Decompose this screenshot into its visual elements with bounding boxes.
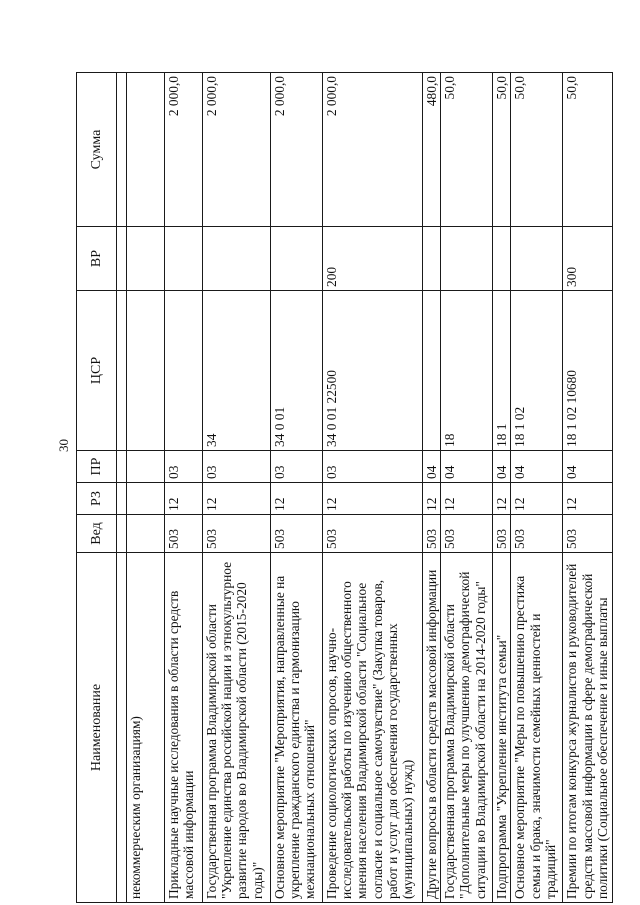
cell-csr — [165, 291, 203, 451]
cell-name: Основное мероприятие "Меры по повышению престижа семьи и брака, значимости семейных ценностей и традиций" — [511, 553, 563, 903]
cell-sum: 50,0 — [441, 73, 493, 227]
cell-vr — [203, 227, 271, 291]
cell-pr: 03 — [203, 451, 271, 483]
cell-ved: 503 — [271, 515, 323, 553]
cell-pr: 03 — [271, 451, 323, 483]
cell-ved: 503 — [323, 515, 423, 553]
header-row — [77, 73, 117, 903]
cell-sum: 50,0 — [493, 73, 511, 227]
cell-rz: 12 — [511, 483, 563, 515]
cell-rz: 12 — [271, 483, 323, 515]
cell-sum: 50,0 — [563, 73, 613, 227]
header-rz: РЗ — [77, 483, 117, 515]
table-row — [493, 73, 511, 903]
cell-name: Проведение социологических опросов, научно-исследовательской работы по изучению общественного мнения населения Владимирской области "Социальное согласие и социальное самочувствие" (Закупка товаров, работ и услуг для обеспечения государственных (муниципальных) нужд) — [323, 553, 423, 903]
table-row — [127, 73, 165, 903]
cell-pr — [127, 451, 165, 483]
cell-name: Основное мероприятие "Мероприятия, направленные на укрепление гражданского единства и гармонизацию межнациональных отношений" — [271, 553, 323, 903]
budget-table — [76, 72, 613, 903]
cell-ved: 503 — [493, 515, 511, 553]
cell-pr: 04 — [511, 451, 563, 483]
cell-name: некоммерческим организациям) — [127, 553, 165, 903]
cell-csr: 18 1 02 10680 — [563, 291, 613, 451]
table-row — [563, 73, 613, 903]
cell-sum: 2 000,0 — [323, 73, 423, 227]
cell-sum: 480,0 — [423, 73, 441, 227]
cell-name: Премии по итогам конкурса журналистов и руководителей средств массовой информации в сфере демографической политики (Социальное обеспечение и иные выплаты — [563, 553, 613, 903]
cell-pr: 04 — [423, 451, 441, 483]
rotated-table-container — [76, 73, 610, 903]
header-vr: ВР — [77, 227, 117, 291]
header-name: Наименование — [77, 553, 117, 903]
table-row — [441, 73, 493, 903]
table-row — [423, 73, 441, 903]
cell-csr: 18 1 — [493, 291, 511, 451]
cell-name: Государственная программа Владимирской области "Дополнительные меры по улучшению демографической ситуации во Владимирской области на 2014-2020 годы" — [441, 553, 493, 903]
cell-ved: 503 — [563, 515, 613, 553]
cell-sum: 2 000,0 — [165, 73, 203, 227]
cell-name: Государственная программа Владимирской области "Укрепление единства российской нации и этнокультурное развитие народов во Владимирской области (2015-2020 годы)" — [203, 553, 271, 903]
cell-sum: 50,0 — [511, 73, 563, 227]
cell-name: Подпрограмма "Укрепление института семьи" — [493, 553, 511, 903]
cell-vr — [423, 227, 441, 291]
table-row — [511, 73, 563, 903]
cell-rz: 12 — [165, 483, 203, 515]
cell-csr: 34 0 01 — [271, 291, 323, 451]
cell-sum — [127, 73, 165, 227]
cell-csr — [423, 291, 441, 451]
cell-name: Прикладные научные исследования в области средств массовой информации — [165, 553, 203, 903]
header-sum: Сумма — [77, 73, 117, 227]
table-row — [203, 73, 271, 903]
table-row — [323, 73, 423, 903]
cell-rz: 12 — [441, 483, 493, 515]
table-row — [165, 73, 203, 903]
cell-rz: 12 — [423, 483, 441, 515]
cell-name: Другие вопросы в области средств массовой информации — [423, 553, 441, 903]
cell-csr — [127, 291, 165, 451]
cell-pr: 04 — [563, 451, 613, 483]
cell-ved — [127, 515, 165, 553]
header-ved: Вед — [77, 515, 117, 553]
cell-pr: 04 — [493, 451, 511, 483]
cell-vr — [165, 227, 203, 291]
cell-pr: 04 — [441, 451, 493, 483]
cell-vr — [493, 227, 511, 291]
cell-rz: 12 — [493, 483, 511, 515]
cell-vr — [127, 227, 165, 291]
cell-ved: 503 — [165, 515, 203, 553]
cell-pr: 03 — [323, 451, 423, 483]
cell-pr: 03 — [165, 451, 203, 483]
cell-rz: 12 — [563, 483, 613, 515]
cell-sum: 2 000,0 — [271, 73, 323, 227]
cell-vr: 300 — [563, 227, 613, 291]
cell-ved: 503 — [511, 515, 563, 553]
cell-csr: 18 1 02 — [511, 291, 563, 451]
header-csr: ЦСР — [77, 291, 117, 451]
spacer-row — [117, 73, 127, 903]
cell-sum: 2 000,0 — [203, 73, 271, 227]
cell-csr: 34 0 01 22500 — [323, 291, 423, 451]
header-pr: ПР — [77, 451, 117, 483]
table-row — [271, 73, 323, 903]
cell-vr — [441, 227, 493, 291]
cell-csr: 18 — [441, 291, 493, 451]
cell-rz — [127, 483, 165, 515]
cell-vr — [271, 227, 323, 291]
page-number: 30 — [56, 439, 71, 452]
cell-rz: 12 — [203, 483, 271, 515]
cell-ved: 503 — [203, 515, 271, 553]
cell-ved: 503 — [423, 515, 441, 553]
cell-rz: 12 — [323, 483, 423, 515]
cell-vr — [511, 227, 563, 291]
cell-vr: 200 — [323, 227, 423, 291]
cell-csr: 34 — [203, 291, 271, 451]
cell-ved: 503 — [441, 515, 493, 553]
